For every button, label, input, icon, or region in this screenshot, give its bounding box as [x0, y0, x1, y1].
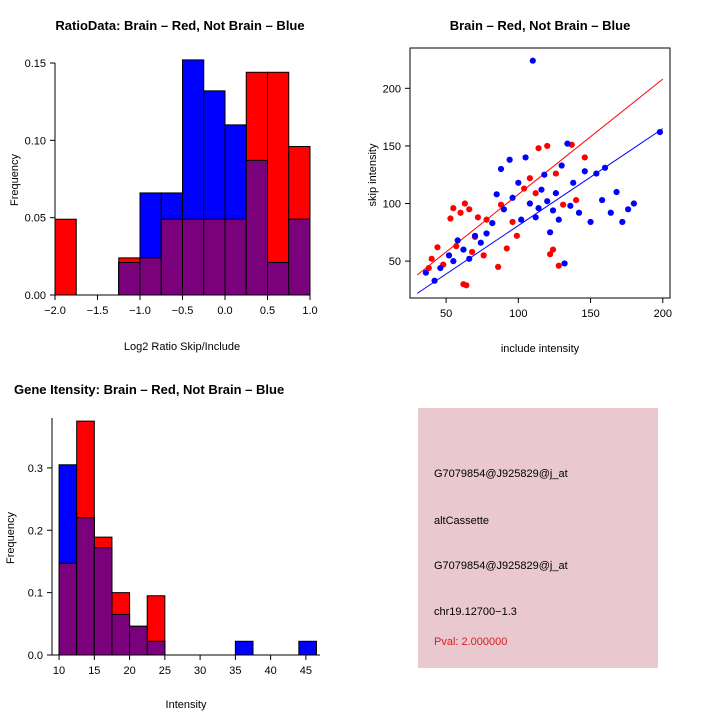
scatter-point — [450, 205, 456, 211]
scatter-point — [657, 129, 663, 135]
x-tick-label: 0.0 — [217, 305, 233, 317]
panel-scatter — [360, 0, 720, 360]
scatter-point — [593, 170, 599, 176]
hist-bar — [140, 258, 161, 295]
hist-ratio-xlabel: Log2 Ratio Skip/Include — [123, 341, 241, 353]
scatter-point — [514, 233, 520, 239]
scatter-point — [547, 229, 553, 235]
scatter-point — [556, 217, 562, 223]
scatter-plot — [360, 0, 720, 360]
scatter-point — [509, 195, 515, 201]
scatter-point — [501, 206, 507, 212]
scatter-point — [619, 219, 625, 225]
hist-intensity-xlabel: Intensity — [165, 699, 207, 711]
y-tick-label: 150 — [382, 140, 401, 153]
hist-intensity-title: Gene Itensity: Brain – Red, Not Brain – Blue — [14, 382, 285, 397]
x-tick-label: 0.5 — [259, 305, 276, 317]
scatter-point — [527, 175, 533, 181]
scatter-point — [582, 168, 588, 174]
scatter-point — [567, 203, 573, 209]
scatter-point — [446, 252, 452, 258]
x-tick-label: −2.0 — [44, 305, 66, 317]
hist-bar — [183, 219, 204, 295]
y-tick-label: 0.2 — [27, 525, 43, 538]
y-tick-label: 0.00 — [24, 290, 46, 302]
scatter-point — [535, 205, 541, 211]
scatter-point — [478, 240, 484, 246]
hist-bar — [268, 263, 289, 295]
scatter-point — [544, 143, 550, 149]
scatter-point — [521, 185, 527, 191]
scatter-point — [576, 210, 582, 216]
x-tick-label: 200 — [653, 308, 672, 320]
scatter-title: Brain – Red, Not Brain – Blue — [449, 18, 631, 33]
hist-bar — [130, 626, 148, 655]
scatter-point — [550, 247, 556, 253]
scatter-point — [544, 198, 550, 204]
scatter-point — [450, 258, 456, 264]
hist-bar — [94, 548, 112, 655]
info-event-type: altCassette — [434, 515, 490, 527]
scatter-point — [447, 215, 453, 221]
hist-bar — [246, 160, 267, 295]
hist-ratio-ylabel: Frequency — [9, 154, 21, 206]
x-tick-label: 150 — [581, 308, 600, 320]
scatter-point — [457, 210, 463, 216]
scatter-point — [466, 256, 472, 262]
scatter-point — [466, 206, 472, 212]
scatter-point — [553, 170, 559, 176]
scatter-point — [587, 219, 593, 225]
y-tick-label: 0.10 — [24, 135, 46, 148]
scatter-point — [522, 154, 528, 160]
x-tick-label: 10 — [52, 665, 66, 677]
hist-bar — [225, 219, 246, 295]
scatter-point — [518, 217, 524, 223]
scatter-point — [472, 233, 478, 239]
hist-intensity-ylabel: Frequency — [5, 512, 17, 564]
panel-hist-ratio — [0, 0, 360, 360]
scatter-point — [475, 214, 481, 220]
hist-bar — [147, 641, 165, 655]
x-tick-label: 50 — [439, 308, 453, 320]
info-probe-id-2: G7079854@J925829@j_at — [434, 560, 568, 572]
hist-bar — [161, 219, 182, 295]
scatter-point — [530, 58, 536, 64]
scatter-point — [631, 200, 637, 206]
scatter-point — [504, 245, 510, 251]
scatter-point — [560, 202, 566, 208]
scatter-point — [535, 145, 541, 151]
hist-bar — [59, 563, 77, 655]
scatter-point — [453, 243, 459, 249]
y-tick-label: 0.3 — [27, 462, 43, 475]
y-tick-label: 200 — [382, 83, 401, 96]
scatter-point — [489, 220, 495, 226]
x-tick-label: 25 — [158, 665, 171, 677]
y-tick-label: 0.05 — [24, 212, 46, 225]
hist-bar — [268, 72, 289, 295]
scatter-point — [582, 154, 588, 160]
hist-bar — [112, 614, 130, 655]
scatter-point — [602, 165, 608, 171]
scatter-point — [434, 244, 440, 250]
info-pval: Pval: 2.000000 — [434, 636, 508, 648]
panel-hist-intensity — [0, 360, 360, 720]
x-tick-label: −0.5 — [171, 305, 194, 317]
hist-bar — [235, 641, 253, 655]
scatter-point — [573, 197, 579, 203]
scatter-point — [515, 180, 521, 186]
x-tick-label: −1.5 — [86, 305, 109, 317]
info-probe-id: G7079854@J925829@j_at — [434, 468, 568, 480]
scatter-point — [550, 207, 556, 213]
scatter-point — [538, 187, 544, 193]
scatter-point — [608, 210, 614, 216]
info-panel — [418, 408, 658, 668]
x-tick-label: 35 — [229, 665, 242, 677]
scatter-point — [494, 191, 500, 197]
scatter-point — [507, 157, 513, 163]
hist-ratio-plot — [0, 0, 360, 360]
scatter-point — [533, 214, 539, 220]
y-tick-label: 0.0 — [27, 650, 43, 662]
y-tick-label: 50 — [388, 256, 401, 269]
scatter-point — [462, 200, 468, 206]
scatter-point — [561, 260, 567, 266]
scatter-point — [527, 200, 533, 206]
scatter-point — [613, 189, 619, 195]
scatter-point — [570, 180, 576, 186]
scatter-xlabel: include intensity — [500, 343, 580, 355]
y-tick-label: 0.1 — [27, 587, 43, 600]
hist-ratio-title: RatioData: Brain – Red, Not Brain – Blue — [55, 18, 305, 33]
scatter-point — [556, 263, 562, 269]
scatter-point — [533, 190, 539, 196]
scatter-point — [541, 172, 547, 178]
scatter-point — [559, 162, 565, 168]
scatter-point — [553, 190, 559, 196]
scatter-point — [498, 166, 504, 172]
x-tick-label: 100 — [509, 308, 528, 320]
scatter-point — [437, 265, 443, 271]
scatter-point — [599, 197, 605, 203]
scatter-point — [463, 282, 469, 288]
scatter-point — [431, 278, 437, 284]
hist-bar — [119, 263, 140, 295]
scatter-point — [469, 249, 475, 255]
scatter-point — [564, 141, 570, 147]
x-tick-label: −1.0 — [129, 305, 151, 317]
scatter-point — [509, 219, 515, 225]
x-tick-label: 1.0 — [302, 305, 318, 317]
scatter-point — [455, 237, 461, 243]
scatter-point — [460, 247, 466, 253]
y-tick-label: 100 — [382, 198, 401, 211]
hist-bar — [55, 219, 76, 295]
x-tick-label: 45 — [299, 665, 313, 677]
scatter-ylabel: skip intensity — [367, 143, 379, 207]
y-tick-label: 0.15 — [24, 58, 46, 70]
hist-bar — [204, 219, 225, 295]
scatter-point — [625, 206, 631, 212]
scatter-point — [483, 217, 489, 223]
scatter-point — [495, 264, 501, 270]
scatter-point — [483, 230, 489, 236]
x-tick-label: 15 — [88, 665, 101, 677]
x-tick-label: 20 — [123, 665, 136, 677]
hist-bar — [299, 641, 317, 655]
hist-bar — [77, 518, 95, 655]
x-tick-label: 40 — [264, 665, 277, 677]
scatter-point — [423, 270, 429, 276]
scatter-point — [481, 252, 487, 258]
x-tick-label: 30 — [193, 665, 207, 677]
hist-bar — [289, 219, 310, 295]
hist-intensity-plot — [0, 360, 360, 720]
scatter-point — [429, 256, 435, 262]
info-locus: chr19.12700−1.3 — [434, 606, 517, 618]
